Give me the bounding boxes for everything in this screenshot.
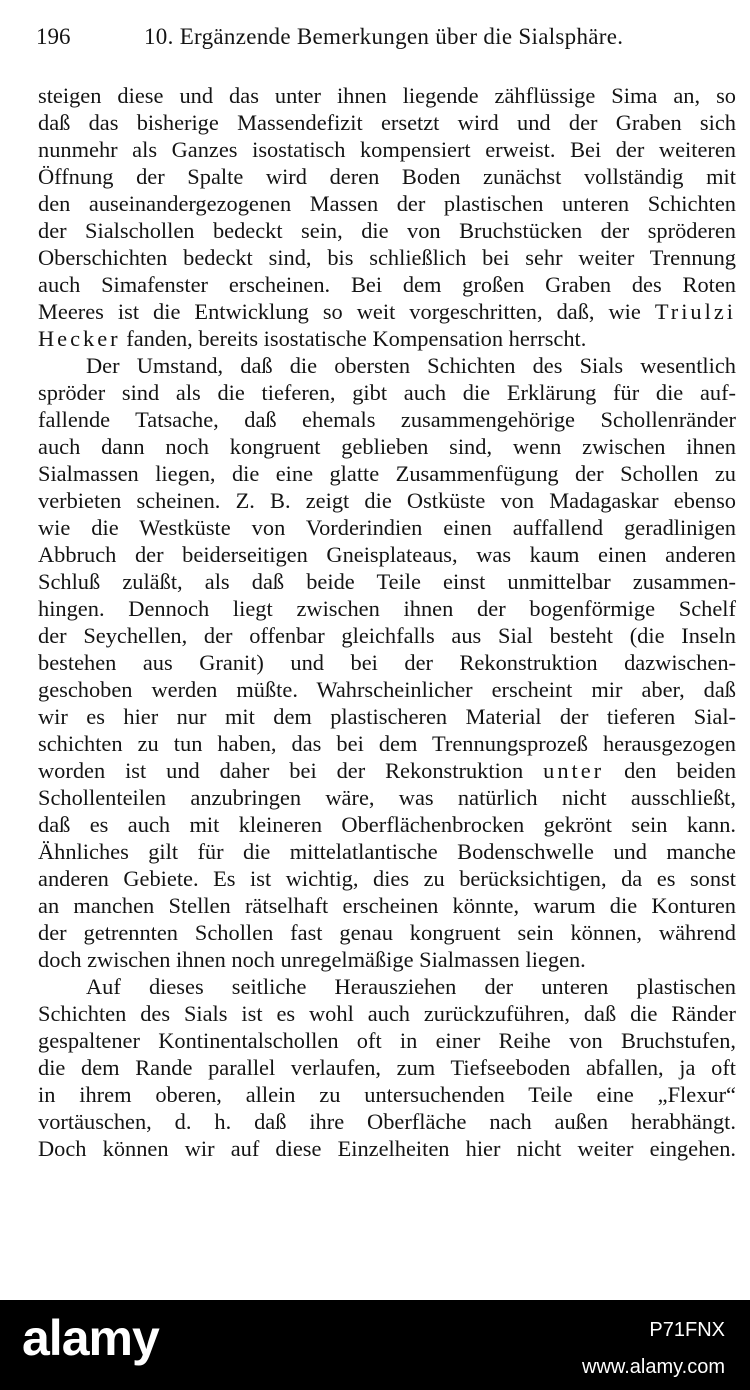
text-line: Abbruch der beiderseitigen Gneisplateaus, was kaum einen anderen bbox=[38, 542, 736, 567]
text-line: Auf dieses seitliche Herausziehen der unteren plastischen bbox=[86, 974, 736, 999]
site-url: www.alamy.com bbox=[582, 1356, 725, 1378]
text-line: fallende Tatsache, daß ehemals zusammengehörige Schollenränder bbox=[38, 407, 736, 432]
text-line: der Seychellen, der offenbar gleichfalls aus Sial besteht (die Inseln bbox=[38, 623, 736, 648]
text-line: wie die Westküste von Vorderindien einen auffallend geradlinigen bbox=[38, 515, 736, 540]
text-line: steigen diese und das unter ihnen liegende zähflüssige Sima an, so bbox=[38, 83, 736, 108]
text-line: nunmehr als Ganzes isostatisch kompensiert erweist. Bei der weiteren bbox=[38, 137, 736, 162]
text-line: bestehen aus Granit) und bei der Rekonstruktion dazwischen- bbox=[38, 650, 736, 675]
body-text bbox=[38, 82, 736, 1162]
text-line: spröder sind als die tieferen, gibt auch die Erklärung für die auf- bbox=[38, 380, 736, 405]
text-line: daß es auch mit kleineren Oberflächenbrocken gekrönt sein kann. bbox=[38, 812, 736, 837]
text-line: an manchen Stellen rätselhaft erscheinen könnte, warum die Konturen bbox=[38, 893, 736, 918]
text-line: gespaltener Kontinentalschollen oft in einer Reihe von Bruchstufen, bbox=[38, 1028, 736, 1053]
text-line: der getrennten Schollen fast genau kongruent sein können, während bbox=[38, 920, 736, 945]
text-line: Doch können wir auf diese Einzelheiten hier nicht weiter eingehen. bbox=[38, 1136, 736, 1161]
text-segment: worden ist und daher bei der Rekonstruktion bbox=[38, 758, 524, 783]
text-line: verbieten scheinen. Z. B. zeigt die Ostküste von Madagaskar ebenso bbox=[38, 488, 736, 513]
text-line: geschoben werden müßte. Wahrscheinlicher erscheint mir aber, daß bbox=[38, 677, 736, 702]
text-line: daß das bisherige Massendefizit ersetzt wird und der Graben sich bbox=[38, 110, 736, 135]
text-line: Sialmassen liegen, die eine glatte Zusammenfügung der Schollen zu bbox=[38, 461, 736, 486]
text-line bbox=[38, 298, 736, 325]
text-line: die dem Rande parallel verlaufen, zum Tiefseeboden abfallen, ja oft bbox=[38, 1055, 736, 1080]
author-name: Hecker bbox=[38, 326, 121, 351]
text-line: vortäuschen, d. h. daß ihre Oberfläche nach außen herabhängt. bbox=[38, 1109, 736, 1134]
page-number: 196 bbox=[36, 24, 71, 49]
text-line: Öffnung der Spalte wird deren Boden zunächst vollständig mit bbox=[38, 164, 736, 189]
text-line: auch Simafenster erscheinen. Bei dem großen Graben des Roten bbox=[38, 272, 736, 297]
text-line: Der Umstand, daß die obersten Schichten des Sials wesentlich bbox=[86, 353, 736, 378]
text-line: anderen Gebiete. Es ist wichtig, dies zu berücksichtigen, da es sonst bbox=[38, 866, 736, 891]
text-line: Schichten des Sials ist es wohl auch zurückzuführen, daß die Ränder bbox=[38, 1001, 736, 1026]
image-id: P71FNX bbox=[649, 1319, 725, 1341]
text-line bbox=[38, 325, 736, 352]
text-line: schichten zu tun haben, das bei dem Trennungsprozeß herausgezogen bbox=[38, 731, 736, 756]
text-line: in ihrem oberen, allein zu untersuchenden Teile eine „Flexur“ bbox=[38, 1082, 736, 1107]
stock-watermark-bar bbox=[0, 1300, 750, 1390]
text-line: auch dann noch kongruent geblieben sind, wenn zwischen ihnen bbox=[38, 434, 736, 459]
text-segment: fanden, bereits isostatische Kompensation herrscht. bbox=[126, 326, 587, 351]
emphasized-word: unter bbox=[543, 758, 605, 783]
running-title: 10. Ergänzende Bemerkungen über die Sialsphäre. bbox=[144, 24, 624, 49]
alamy-logo: alamy bbox=[22, 1310, 159, 1366]
text-segment: Meeres ist die Entwicklung so weit vorgeschritten, daß, wie bbox=[38, 299, 641, 324]
author-name: Triulzi bbox=[654, 299, 737, 324]
text-line: Schluß zuläßt, als daß beide Teile einst unmittelbar zusammen- bbox=[38, 569, 736, 594]
text-segment: den beiden bbox=[624, 758, 737, 783]
text-line: doch zwischen ihnen noch unregelmäßige Sialmassen liegen. bbox=[38, 947, 586, 972]
text-line: der Sialschollen bedeckt sein, die von Bruchstücken der spröderen bbox=[38, 218, 736, 243]
text-line bbox=[38, 757, 736, 784]
text-line: wir es hier nur mit dem plastischeren Material der tieferen Sial- bbox=[38, 704, 736, 729]
text-line: den auseinandergezogenen Massen der plastischen unteren Schichten bbox=[38, 191, 736, 216]
text-line: hingen. Dennoch liegt zwischen ihnen der bogenförmige Schelf bbox=[38, 596, 736, 621]
text-line: Oberschichten bedeckt sind, bis schließlich bei sehr weiter Trennung bbox=[38, 245, 736, 270]
text-line: Ähnliches gilt für die mittelatlantische Bodenschwelle und manche bbox=[38, 839, 736, 864]
text-line: Schollenteilen anzubringen wäre, was natürlich nicht ausschließt, bbox=[38, 785, 736, 810]
page-header bbox=[36, 22, 726, 52]
